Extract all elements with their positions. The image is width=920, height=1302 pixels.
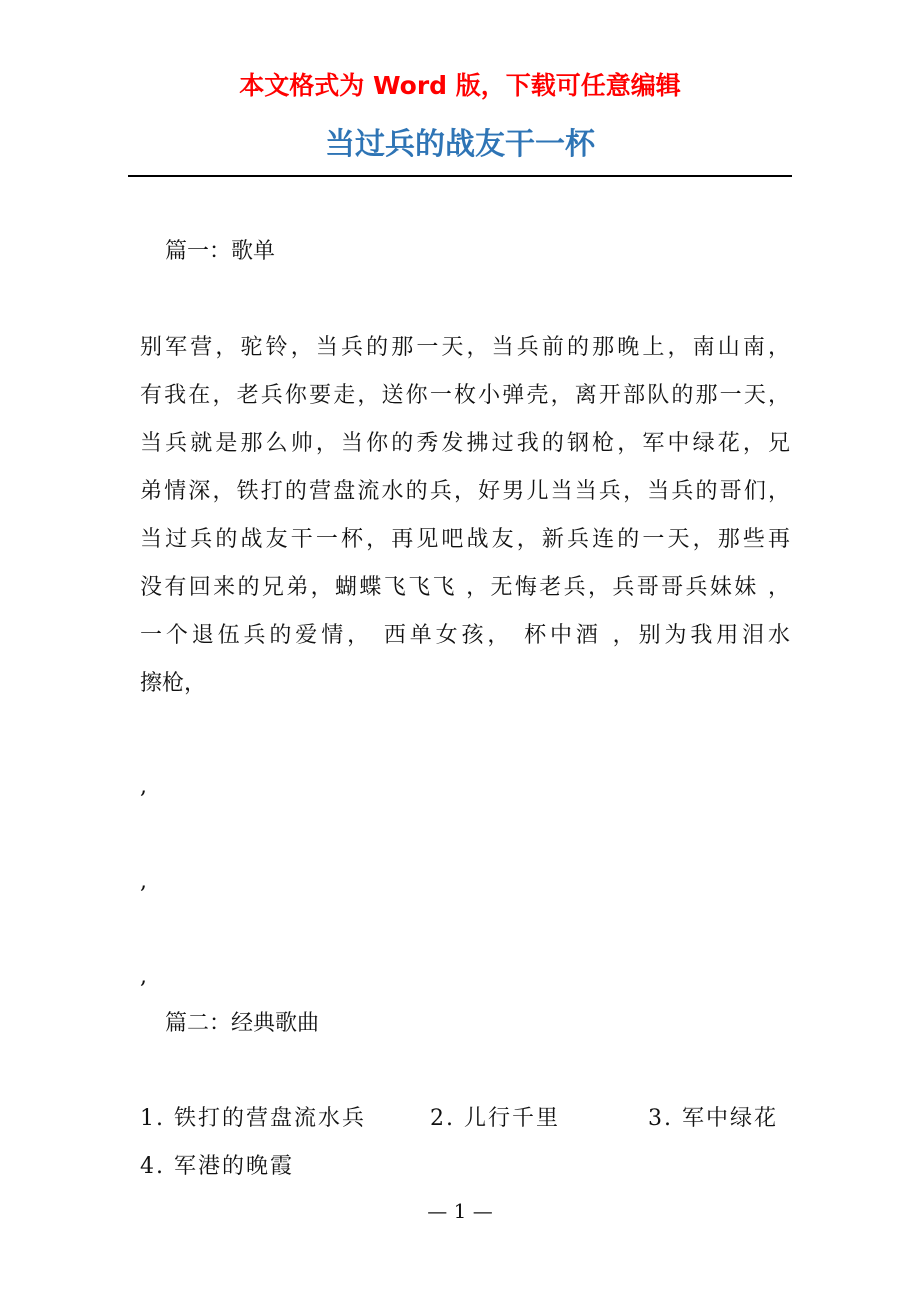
page-number: — 1 — [427, 1199, 493, 1223]
title-divider [128, 175, 792, 177]
format-notice: 本文格式为 Word 版，下载可任意编辑 [239, 71, 681, 100]
paragraph-line: 有我在，老兵你要走，送你一枚小弹壳，离开部队的那一天， [140, 383, 790, 408]
paragraph-line: 没有回来的兄弟，蝴蝶飞飞飞 ，无悔老兵，兵哥哥兵妹妹 ， [140, 575, 790, 600]
trailing-comma: , [140, 774, 147, 799]
song-item: 2. 儿行千里 [430, 1106, 560, 1131]
paragraph-line: 一个退伍兵的爱情， 西单女孩， 杯中酒 ，别为我用泪水 [140, 623, 790, 648]
song-list-paragraph [140, 324, 790, 708]
trailing-comma: , [140, 869, 147, 894]
paragraph-line: 当兵就是那么帅，当你的秀发拂过我的钢枪，军中绿花，兄 [140, 431, 790, 456]
paragraph-line: 当过兵的战友干一杯，再见吧战友，新兵连的一天，那些再 [140, 527, 790, 552]
song-item: 1. 铁打的营盘流水兵 [140, 1106, 366, 1131]
document-title: 当过兵的战友干一杯 [325, 127, 595, 162]
section-heading-2: 篇二：经典歌曲 [165, 1011, 320, 1036]
trailing-comma: , [140, 964, 147, 989]
songs-row [140, 1143, 785, 1191]
classic-songs-list [140, 1095, 785, 1191]
paragraph-line: 擦枪， [140, 671, 207, 696]
paragraph-line: 别军营，驼铃，当兵的那一天，当兵前的那晚上，南山南， [140, 335, 790, 360]
section-heading-1: 篇一：歌单 [165, 239, 276, 264]
song-item: 3. 军中绿花 [648, 1106, 778, 1131]
songs-row [140, 1095, 785, 1143]
paragraph-line: 弟情深，铁打的营盘流水的兵，好男儿当当兵，当兵的哥们， [140, 479, 790, 504]
song-item: 4. 军港的晚霞 [140, 1154, 294, 1179]
